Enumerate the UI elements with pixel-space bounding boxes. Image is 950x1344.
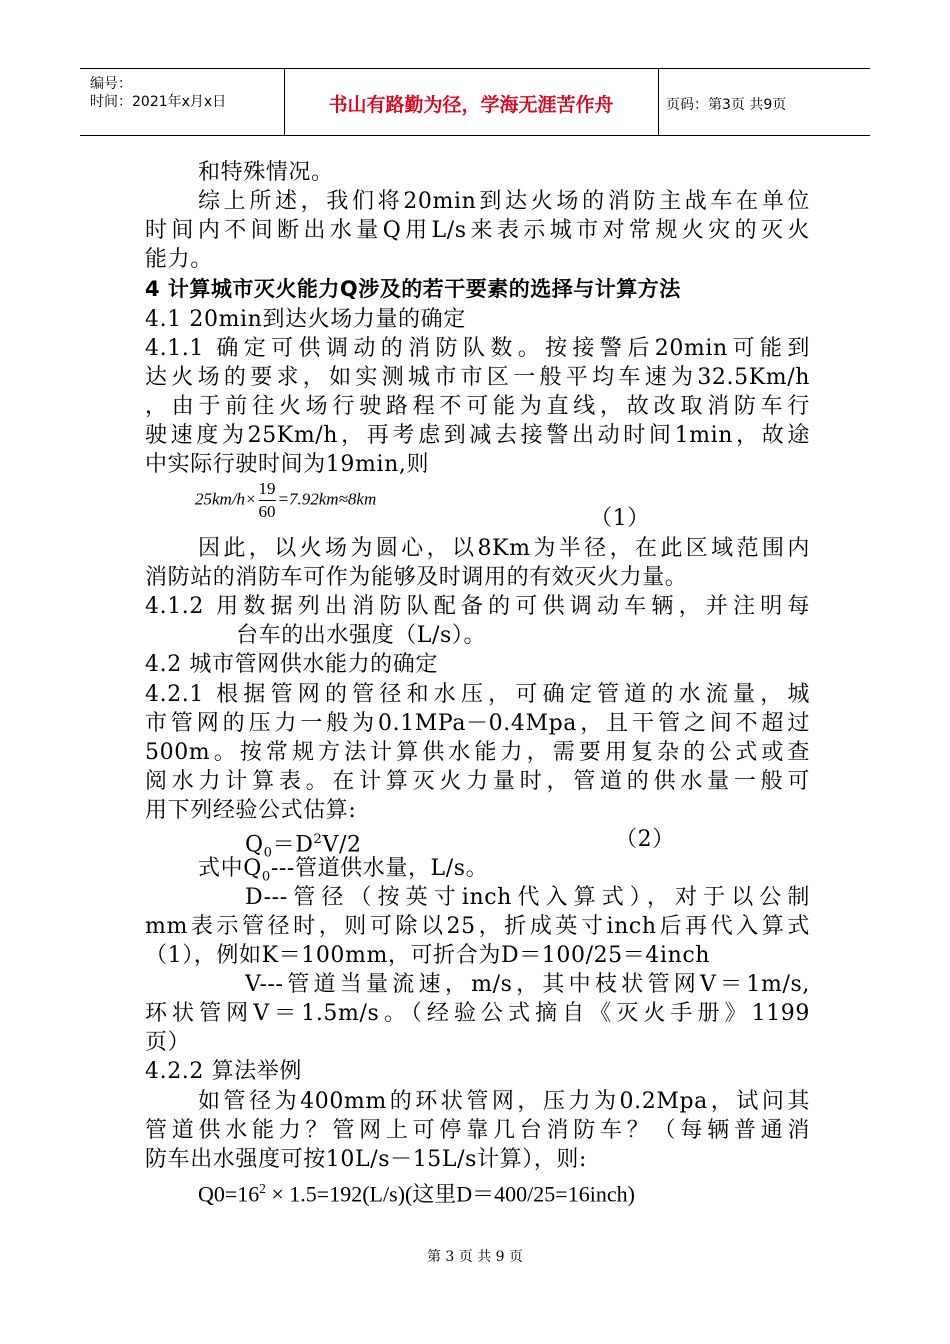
body-line: 中实际行驶时间为19min,则 <box>145 452 430 477</box>
eq2-superscript: 2 <box>313 832 323 847</box>
subsection-heading: 4.2.2 算法举例 <box>145 1059 302 1084</box>
equation-1-number: （1） <box>590 506 650 531</box>
equation-2-number: （2） <box>615 827 675 852</box>
equation-1-right: =7.92km≈8km <box>277 489 377 509</box>
body-line: 环状管网V＝1.5m/s。（经验公式摘自《灭火手册》1199 <box>145 1001 810 1026</box>
body-line: D---管径（按英寸inch代入算式），对于以公制 <box>245 885 810 910</box>
body-line: 用下列经验公式估算: <box>145 798 357 823</box>
body-line: 防车出水强度可按10L/s－15L/s计算），则: <box>145 1147 588 1172</box>
equation-1-left: 25km/h× <box>195 489 257 509</box>
header-right-cell <box>658 69 870 135</box>
header-center-cell <box>284 69 659 135</box>
eq2-v: V/2 <box>322 832 362 858</box>
equation-1-denominator: 60 <box>258 502 276 521</box>
subsection-heading: 4.2 城市管网供水能力的确定 <box>145 652 438 677</box>
body-line: mm表示管径时，则可除以25，折成英寸inch后再代入算式 <box>145 914 810 939</box>
header-left-cell <box>80 69 285 135</box>
body-line: 4.1.1 确定可供调动的消防队数。按接警后20min可能到 <box>145 336 810 361</box>
body-line: 台车的出水强度（L/s）。 <box>236 623 487 648</box>
body-line: 综上所述，我们将20min到达火场的消防主战车在单位 <box>198 189 810 214</box>
document-header <box>80 68 870 136</box>
body-line: 消防站的消防车可作为能够及时调用的有效灭火力量。 <box>145 565 688 590</box>
body-line: 时间内不间断出水量Q用L/s来表示城市对常规火灾的灭火 <box>145 218 810 243</box>
page-label: 页码：第3页 共9页 <box>666 97 787 113</box>
code-label: 编号： <box>90 76 132 92</box>
l22-text-a: 式中Q <box>198 856 262 881</box>
body-line: 如管径为400mm的环状管网，压力为0.2Mpa，试问其 <box>198 1089 810 1114</box>
eq2-subscript: 0 <box>263 845 273 861</box>
body-line: 和特殊情况。 <box>198 160 334 185</box>
body-line: 4.2.1 根据管网的管径和水压，可确定管道的水流量，城 <box>145 682 810 707</box>
eq2-d: ＝D <box>272 832 314 858</box>
calc-text-a: Q0=16 <box>198 1181 260 1207</box>
body-line: 500m。按常规方法计算供水能力，需要用复杂的公式或查 <box>145 740 810 765</box>
body-line: 页） <box>145 1030 191 1055</box>
body-line: 市管网的压力一般为0.1MPa－0.4Mpa，且干管之间不超过 <box>145 711 810 736</box>
body-line: V---管道当量流速，m/s，其中枝状管网V＝1m/s, <box>245 972 810 997</box>
l22-text-b: ---管道供水量，L/s。 <box>270 856 489 881</box>
calc-text-b: × 1.5=192(L/s)(这里D＝400/25=16inch) <box>265 1181 635 1207</box>
eq2-q: Q <box>245 832 264 858</box>
body-line: （1），例如K＝100mm，可折合为D＝100/25＝4inch <box>145 943 711 968</box>
l22-subscript: 0 <box>261 869 271 885</box>
body-line: 达火场的要求，如实测城市市区一般平均车速为32.5Km/h <box>145 365 810 390</box>
body-line: 4.1.2 用数据列出消防队配备的可供调动车辆，并注明每 <box>145 594 810 619</box>
body-line: 驶速度为25Km/h，再考虑到减去接警出动时间1min，故途 <box>145 423 810 448</box>
section-heading: 4 计算城市灭火能力Q涉及的若干要素的选择与计算方法 <box>145 277 681 301</box>
time-label: 时间：2021年x月x日 <box>90 94 227 110</box>
body-line: 管道供水能力？管网上可停靠几台消防车？（每辆普通消 <box>145 1118 810 1143</box>
calc-line <box>198 1174 863 1208</box>
page-footer: 第 3 页 共 9 页 <box>426 1249 524 1265</box>
equation-1 <box>195 478 376 523</box>
body-line: 阅水力计算表。在计算灭火力量时，管道的供水量一般可 <box>145 769 810 794</box>
equation-1-fraction <box>259 478 276 523</box>
equation-1-numerator: 19 <box>259 478 276 501</box>
calc-superscript: 2 <box>259 1181 266 1196</box>
body-line: ，由于前往火场行驶路程不可能为直线，故改取消防车行 <box>145 394 810 419</box>
body-line: 因此，以火场为圆心，以8Km为半径，在此区域范围内 <box>198 536 810 561</box>
subsection-heading: 4.1 20min到达火场力量的确定 <box>145 307 466 332</box>
body-line: 能力。 <box>145 247 213 272</box>
motto-text: 书山有路勤为径，学海无涯苦作舟 <box>328 94 614 116</box>
